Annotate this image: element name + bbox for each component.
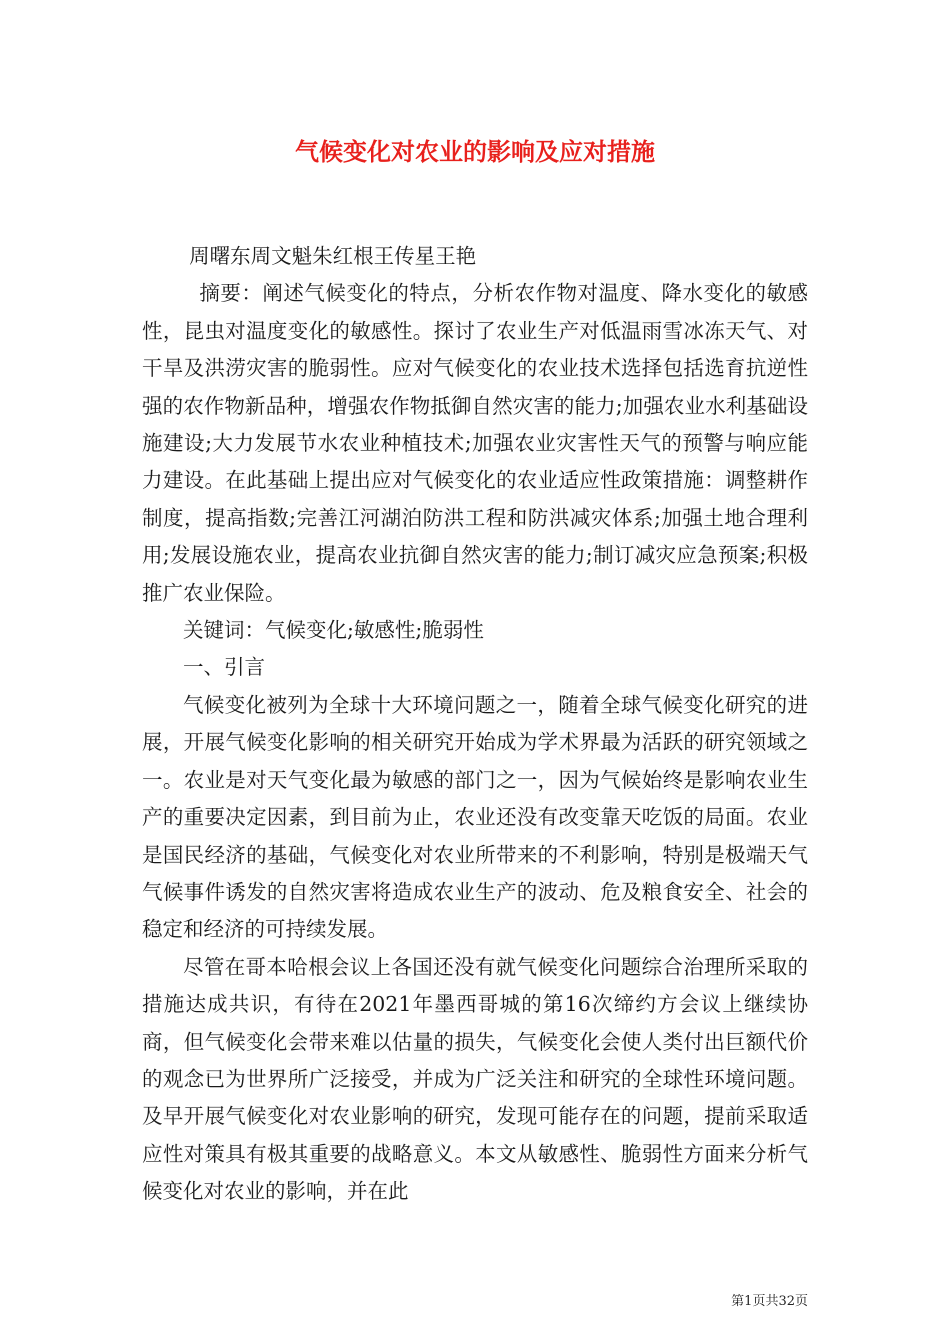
abstract-paragraph: 摘要：阐述气候变化的特点，分析农作物对温度、降水变化的敏感性，昆虫对温度变化的敏感性。探讨了农业生产对低温雨雪冰冻天气、对干旱及洪涝灾害的脆弱性。应对气候变化的农业技术选择包括选育抗逆性强的农作物新品种，增强农作物抵御自然灾害的能力;加强农业水利基础设施建设;大力发展节水农业种植技术;加强农业灾害性天气的预警与响应能力建设。在此基础上提出应对气候变化的农业适应性政策措施：调整耕作制度，提高指数;完善江河湖泊防洪工程和防洪减灾体系;加强土地合理利用;发展设施农业，提高农业抗御自然灾害的能力;制订减灾应急预案;积极推广农业保险。	[142, 281, 808, 605]
keywords-line: 关键词：气候变化;敏感性;脆弱性	[183, 618, 484, 643]
section-heading: 一、引言	[183, 655, 265, 680]
body-paragraph: 尽管在哥本哈根会议上各国还没有就气候变化问题综合治理所采取的措施达成共识，有待在2021年墨西哥城的第16次缔约方会议上继续协商，但气候变化会带来难以估量的损失，气候变化会使人类付出巨额代价的观念已为世界所广泛接受，并成为广泛关注和研究的全球性环境问题。及早开展气候变化对农业影响的研究，发现可能存在的问题，提前采取适应性对策具有极其重要的战略意义。本文从敏感性、脆弱性方面来分析气候变化对农业的影响，并在此	[142, 954, 808, 1204]
page-number-footer: 第1页共32页	[731, 1294, 808, 1309]
authors-line: 周曙东周文魁朱红根王传星王艳	[189, 244, 477, 268]
document-title: 气候变化对农业的影响及应对措施	[295, 137, 655, 166]
body-paragraph: 气候变化被列为全球十大环境问题之一，随着全球气候变化研究的进展，开展气候变化影响的相关研究开始成为学术界最为活跃的研究领域之一。农业是对天气变化最为敏感的部门之一，因为气候始终是影响农业生产的重要决定因素，到目前为止，农业还没有改变靠天吃饭的局面。农业是国民经济的基础，气候变化对农业所带来的不利影响，特别是极端天气气候事件诱发的自然灾害将造成农业生产的波动、危及粮食安全、社会的稳定和经济的可持续发展。	[142, 692, 808, 942]
document-body	[142, 238, 808, 1211]
